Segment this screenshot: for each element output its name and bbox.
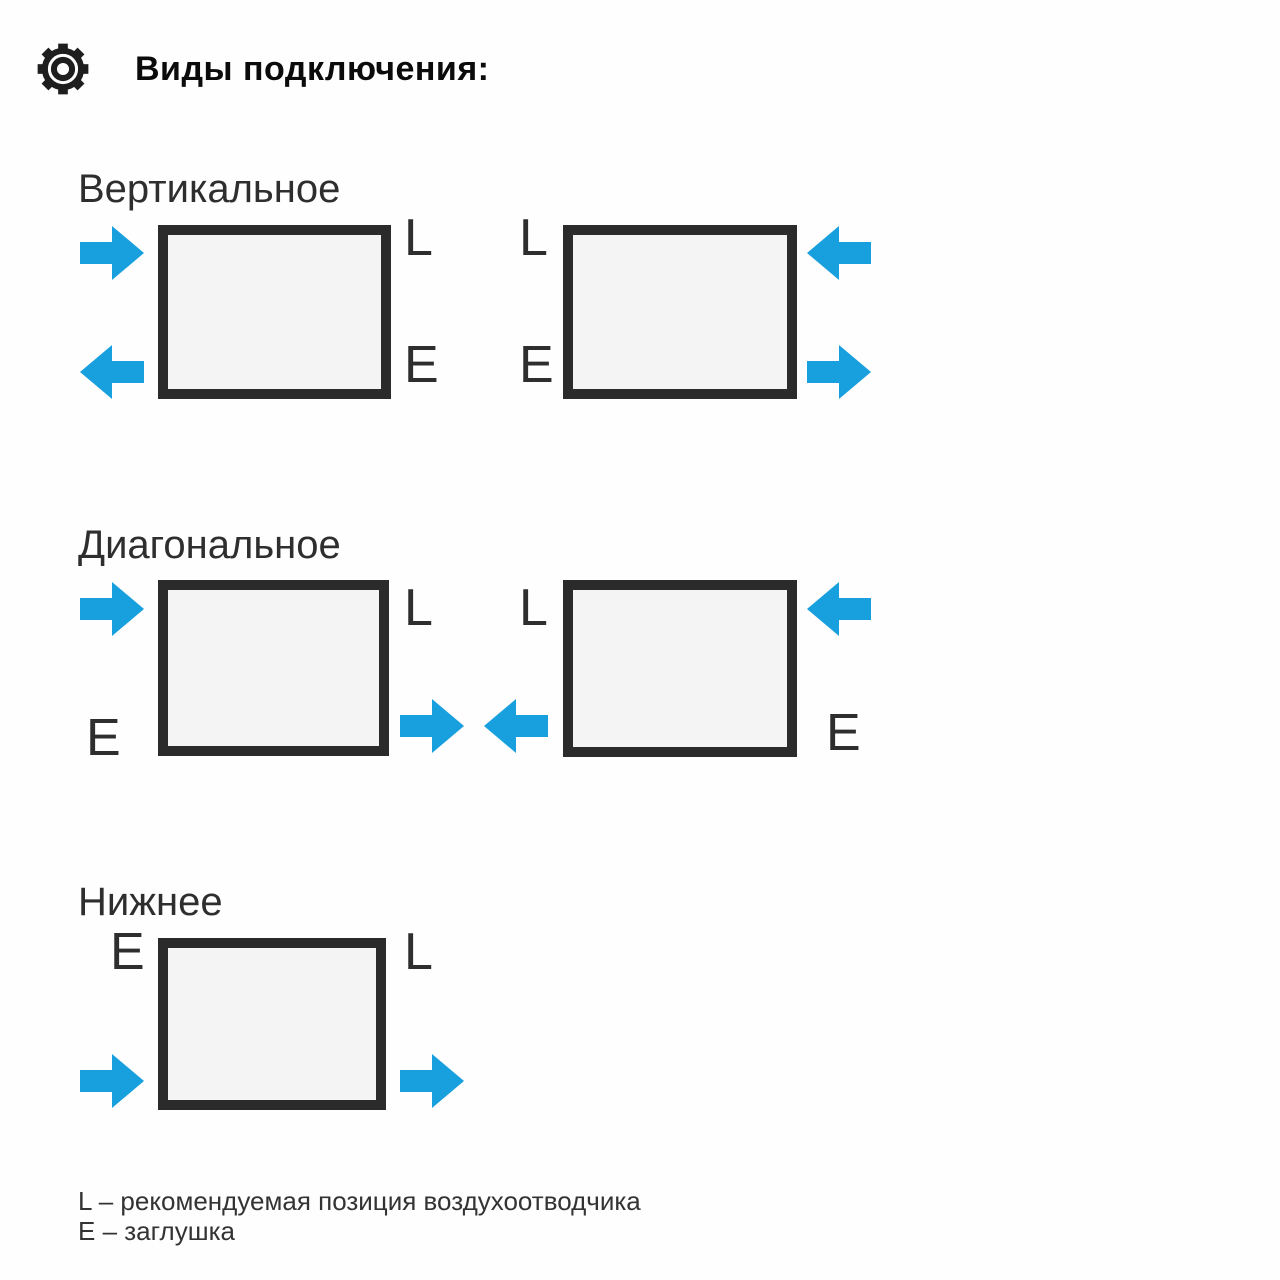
section-title-vertical: Вертикальное bbox=[78, 167, 341, 211]
port-label-l: L bbox=[404, 923, 433, 981]
port-label-l: L bbox=[404, 209, 433, 267]
page-title: Виды подключения: bbox=[135, 50, 490, 88]
radiator-vertical-left bbox=[158, 225, 391, 399]
radiator-vertical-right bbox=[563, 225, 797, 399]
port-label-l: L bbox=[519, 579, 548, 637]
arrow-left-icon bbox=[807, 582, 871, 636]
arrow-right-icon bbox=[400, 699, 464, 753]
gear-icon bbox=[34, 40, 92, 98]
legend-line-plug: E – заглушка bbox=[78, 1216, 235, 1246]
legend bbox=[78, 1186, 641, 1246]
port-label-e: E bbox=[404, 336, 439, 394]
radiator-diagonal-right bbox=[563, 580, 797, 757]
arrow-left-icon bbox=[484, 699, 548, 753]
arrow-left-icon bbox=[80, 345, 144, 399]
legend-line-air-vent: L – рекомендуемая позиция воздухоотводчика bbox=[78, 1186, 641, 1216]
arrow-right-icon bbox=[80, 1054, 144, 1108]
port-label-l: L bbox=[519, 209, 548, 267]
section-title-diagonal: Диагональное bbox=[78, 523, 341, 567]
arrow-right-icon bbox=[807, 345, 871, 399]
radiator-diagonal-left bbox=[158, 580, 389, 756]
arrow-left-icon bbox=[807, 226, 871, 280]
port-label-e: E bbox=[86, 709, 121, 767]
arrow-right-icon bbox=[400, 1054, 464, 1108]
port-label-e: E bbox=[826, 704, 861, 762]
port-label-l: L bbox=[404, 579, 433, 637]
arrow-right-icon bbox=[80, 582, 144, 636]
port-label-e: E bbox=[110, 923, 145, 981]
port-label-e: E bbox=[519, 336, 554, 394]
radiator-bottom bbox=[158, 938, 386, 1110]
section-title-bottom: Нижнее bbox=[78, 880, 223, 924]
arrow-right-icon bbox=[80, 226, 144, 280]
